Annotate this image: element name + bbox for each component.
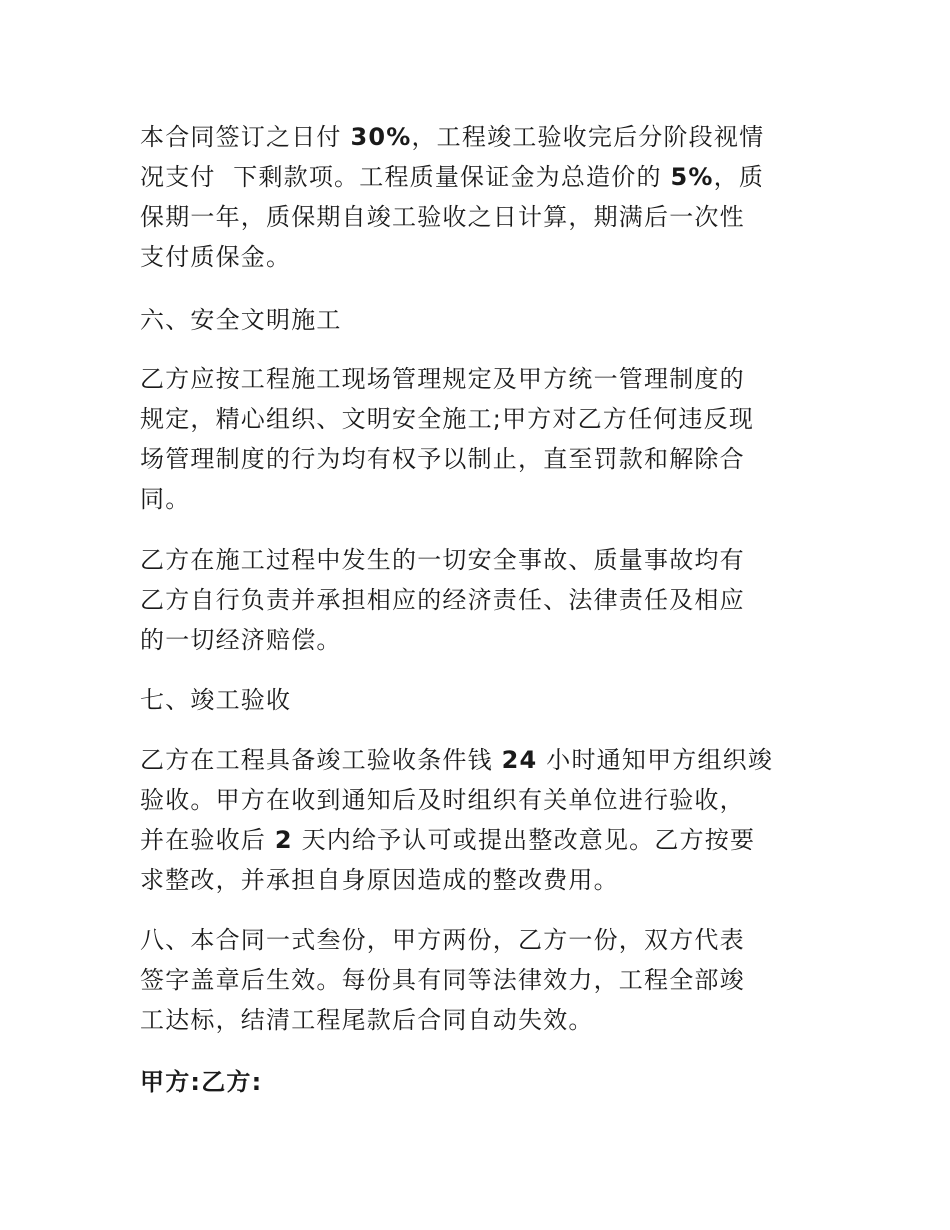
text-line: 八、本合同一式叁份，甲方两份，乙方一份，双方代表 xyxy=(140,926,745,954)
text-line: 乙方应按工程施工现场管理规定及甲方统一管理制度的 xyxy=(140,365,745,393)
text-line: 保期一年，质保期自竣工验收之日计算，期满后一次性 xyxy=(140,203,745,231)
text-line: 求整改，并承担自身原因造成的整改费用。 xyxy=(140,866,619,894)
days-2: 2 xyxy=(274,826,293,854)
section-6-heading: 六、安全文明施工 xyxy=(140,306,342,334)
text-line: 乙方在工程具备竣工验收条件钱 24 小时通知甲方组织竣 xyxy=(140,746,774,774)
text-line: 同。 xyxy=(140,485,191,513)
liability-paragraph xyxy=(140,540,820,660)
payment-terms-paragraph xyxy=(140,117,820,277)
text-line: 验收。甲方在收到通知后及时组织有关单位进行验收， xyxy=(140,786,745,814)
text-line: 本合同签订之日付 30%，工程竣工验收完后分阶段视情 xyxy=(140,123,765,151)
signature-line: 甲方:乙方: xyxy=(140,1068,263,1096)
acceptance-paragraph xyxy=(140,740,840,900)
text-line: 乙方在施工过程中发生的一切安全事故、质量事故均有 xyxy=(140,546,745,574)
text-line: 的一切经济赔偿。 xyxy=(140,626,342,654)
hours-24: 24 xyxy=(501,746,538,774)
percent-5: 5% xyxy=(670,163,714,191)
section-7-heading: 七、竣工验收 xyxy=(140,686,292,714)
section-8-paragraph xyxy=(140,920,820,1040)
text-line: 规定，精心组织、文明安全施工;甲方对乙方任何违反现 xyxy=(140,405,755,433)
text-line: 场管理制度的行为均有权予以制止，直至罚款和解除合 xyxy=(140,445,745,473)
text-line: 况支付 下剩款项。工程质量保证金为总造价的 5%，质 xyxy=(140,163,765,191)
percent-30: 30% xyxy=(350,123,412,151)
text-line: 工达标，结清工程尾款后合同自动失效。 xyxy=(140,1006,594,1034)
text-line: 乙方自行负责并承担相应的经济责任、法律责任及相应 xyxy=(140,586,745,614)
text-line: 并在验收后 2 天内给予认可或提出整改意见。乙方按要 xyxy=(140,826,756,854)
text-line: 支付质保金。 xyxy=(140,243,292,271)
text-line: 签字盖章后生效。每份具有同等法律效力，工程全部竣 xyxy=(140,966,745,994)
safety-rules-paragraph xyxy=(140,359,820,519)
